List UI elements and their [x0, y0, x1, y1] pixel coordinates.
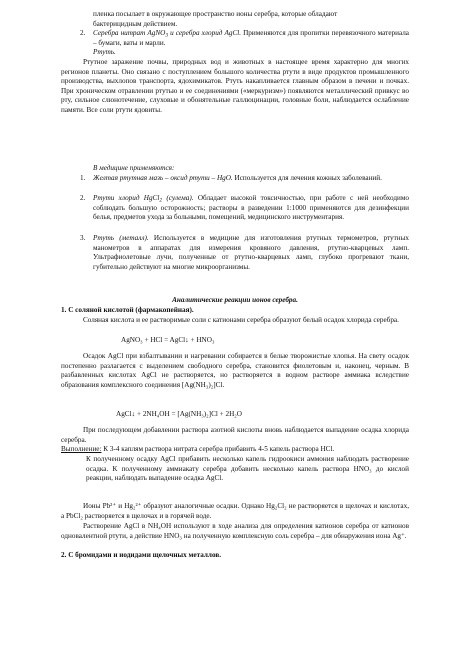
execution-continuation: К полученному осадку AgCl прибавить несколько капель гидроокиси аммония наблюдать растворение осадка. К полученному аммиакату серебра добавить несколько капель раствора HNO₃ до кислой реакции, наблюдать выпадение осадка AgCl.	[86, 455, 409, 483]
equation-1: AgNO₃ + HCl = AgCl↓ + HNO₃	[121, 336, 215, 344]
compound-name: Желтая ртутная мазь – оксид ртути – HgO.	[93, 174, 233, 182]
subsection-heading-hcl: 1. С соляной кислотой (фармакопейная).	[61, 306, 194, 314]
compound-name: Ртути хлорид HgCl$_2$ (сулема).	[93, 194, 194, 204]
text-line: пленка посылает в окружающее пространство ионы серебра, которые обладают	[93, 10, 338, 18]
list-number: 3.	[80, 234, 86, 242]
subheading-medicine: В медицине применяются:	[93, 164, 175, 172]
paragraph-agcl-analysis: Растворение AgCl в NH₄OH используют в ходе анализа для определения катионов серебра от катионов одновалентной ртути, а действие HNO₃ на полученную комплексную соль серебра – для обнаружения иона Ag⁺.	[61, 522, 409, 540]
list-item-hgcl2	[80, 194, 409, 223]
paragraph-mercury: Ртутное заражение почвы, природных вод и животных в настоящее время характерно для многих регионов планеты. Оно связано с поступлением большого количества ртути в виде продуктов промышленного производства, выхлопов транспорта, ядохимикатов. Ртуть накапливается главным образом в печени и почках. При хроническом отравлении ртутью и ее соединениями («меркуризм») появляются металлический привкус во рту, сильное слюнотечение, слуховые и обонятельные галлюцинации, головные боли, наблюдается ослабление памяти. Все соли ртути ядовиты.	[61, 58, 409, 114]
paragraph-hcl-intro: Соляная кислота и ее растворимые соли с катионами серебра образуют белый осадок хлорида серебра.	[83, 316, 399, 324]
list-number: 1.	[80, 174, 86, 182]
list-number: 2.	[80, 194, 86, 202]
section-heading-mercury: Ртуть.	[93, 48, 116, 56]
compound-name: Серебра нитрат AgNO$_3$ и серебра хлорид AgCl.	[93, 29, 242, 39]
list-number: 2.	[80, 29, 86, 37]
paragraph-continuation	[93, 10, 409, 29]
list-item-hgo	[80, 174, 409, 184]
list-item-silver-nitrate	[80, 29, 409, 48]
execution-label: Выполнение:	[61, 445, 102, 453]
compound-usage: Применяются для пропитки перевязочного материала – бумаги, ваты и марли.	[93, 29, 409, 47]
compound-name: Ртуть (металл).	[93, 234, 149, 242]
execution-text: К 3-4 каплям раствора нитрата серебра прибавить 4-5 капель раствора HCl.	[101, 445, 335, 453]
list-item-mercury-metal	[80, 234, 409, 272]
subsection-heading-halides: 2. С бромидами и иодидами щелочных металлов.	[61, 551, 222, 559]
equation-2: AgCl↓ + 2NH₄OH = [Ag(NH₃)₂]Cl + 2H₂O	[116, 410, 242, 418]
compound-usage: Используется в медицине для изготовления ртутных термометров, ртутных манометров в аппаратах для измерения кровяного давления, ртутно-кварцевых ламп. Ультрафиолетовые лучи, полученные от ртутно-кварцевых ламп, глубоко прогревают ткани, губительно действуют на многие микроорганизмы.	[93, 234, 409, 271]
section-title: Аналитические реакции ионов серебра.	[172, 296, 298, 304]
execution-line	[61, 445, 409, 455]
compound-usage: Обладает высокой токсичностью, при работе с ней необходимо соблюдать большую осторожность; растворы в разведении 1:1000 применяются для дезинфекции белья, предметов ухода за больными, помещений, медицинского инструментария.	[93, 194, 409, 222]
paragraph-precipitate: Осадок AgCl при взбалтывании и нагревании собирается в белые творожистые хлопья. На свету осадок постепенно разлагается с выделением свободного серебра, становится фиолетовым и, наконец, черным. В разбавленных кислотах AgCl не растворяется, но растворяется в водном растворе аммиака вследствие образования комплексного соединения [Ag(NH₃)₂]Cl.	[61, 352, 409, 389]
paragraph-reprecipitation: При последующем добавлении раствора азотной кислоты вновь наблюдается выпадение осадка хлорида серебра.	[61, 426, 409, 444]
paragraph-pb-hg-ions: Ионы Pb²⁺ и Hg₂²⁺ образуют аналогичные осадки. Однако Hg₂Cl₂ не растворяется в щелочах и кислотах, а PbCl₂ растворяется в щелочах и в горячей воде.	[61, 502, 409, 520]
compound-usage: Используется для лечения кожных заболеваний.	[232, 174, 382, 182]
text-line: бактерицидным действием.	[93, 19, 178, 28]
